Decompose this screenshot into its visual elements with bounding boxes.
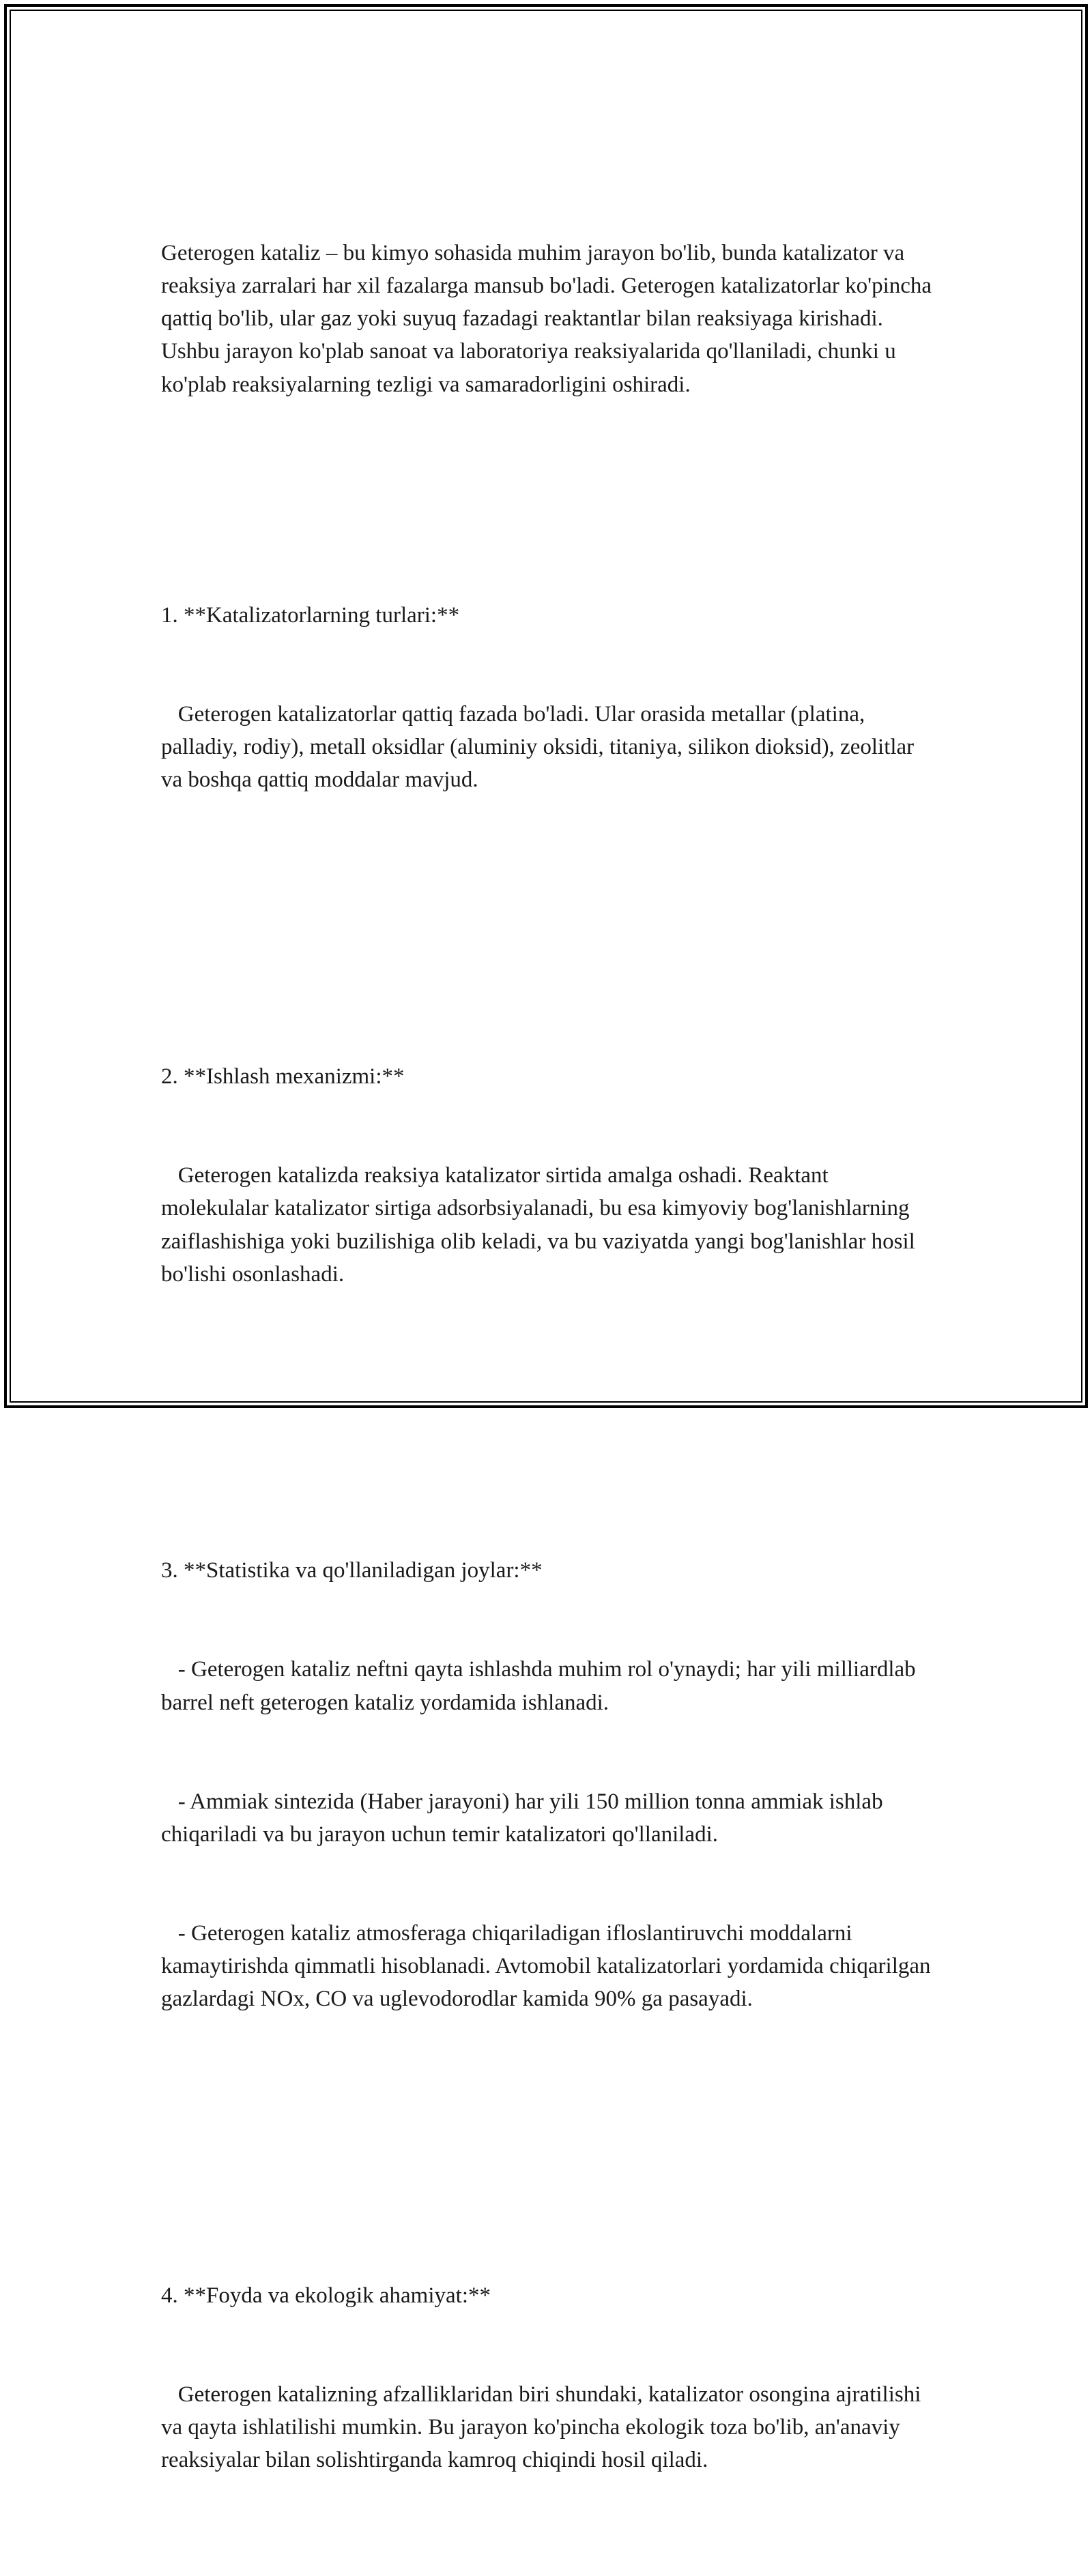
list-item: - Geterogen kataliz neftni qayta ishlashda muhim rol o'ynaydi; har yili milliardlab barrel neft geterogen kataliz yordamida ishlanadi. — [161, 1657, 921, 1715]
section-benefits — [161, 2213, 939, 2543]
section-paragraph: Geterogen katalizning afzalliklaridan biri shundaki, katalizator osongina ajratilishi va qayta ishlatilishi mumkin. Bu jarayon ko'pincha ekologik toza bo'lib, an'anaviy reaksiyalar bilan solishtirganda kamroq chiqindi hosil qiladi. — [161, 2382, 927, 2473]
section-heading: 2. **Ishlash mexanizmi:** — [161, 1064, 405, 1089]
section-paragraph: Geterogen katalizatorlar qattiq fazada bo'ladi. Ular orasida metallar (platina, palladiy, rodiy), metall oksidlar (aluminiy oksidi, titaniya, silikon dioksid), zeolitlar va boshqa qattiq moddalar mavjud. — [161, 701, 920, 793]
section-heading: 3. **Statistika va qo'llaniladigan joylar:** — [161, 1558, 543, 1583]
section-types — [161, 533, 939, 862]
section-heading: 4. **Foyda va ekologik ahamiyat:** — [161, 2283, 491, 2308]
section-statistics — [161, 1489, 939, 2081]
section-heading: 1. **Katalizatorlarning turlari:** — [161, 602, 460, 628]
list-item: - Ammiak sintezida (Haber jarayoni) har yili 150 million tonna ammiak ishlab chiqariladi va bu jarayon uchun temir katalizatori qo'llaniladi. — [161, 1789, 889, 1847]
document-body — [161, 171, 939, 2576]
section-paragraph: Geterogen katalizda reaksiya katalizator sirtida amalga oshadi. Reaktant molekulalar katalizator sirtiga adsorbsiyalanadi, bu esa kimyoviy bog'lanishlarning zaiflashishiga yoki buzilishiga olib keladi, va bu vaziyatda yangi bog'lanishlar hosil bo'lishi osonlashadi. — [161, 1162, 921, 1287]
intro-paragraph: Geterogen kataliz – bu kimyo sohasida muhim jarayon bo'lib, bunda katalizator va reaksiya zarralari har xil fazalarga mansub bo'ladi. Geterogen katalizatorlar ko'pincha qattiq bo'lib, ular gaz yoki suyuq fazadagi reaktantlar bilan reaksiyaga kirishadi. Ushbu jarayon ko'plab sanoat va laboratoriya reaksiyalarida qo'llaniladi, chunki u ko'plab reaksiyalarning tezligi va samaradorligini oshiradi. — [161, 240, 938, 397]
section-mechanism — [161, 994, 939, 1356]
list-item: - Geterogen kataliz atmosferaga chiqariladigan ifloslantiruvchi moddalarni kamaytirishda qimmatli hisoblanadi. Avtomobil katalizatorlari yordamida chiqarilgan gazlardagi NOx, CO va uglevodorodlar kamida 90% ga pasayadi. — [161, 1920, 936, 2012]
